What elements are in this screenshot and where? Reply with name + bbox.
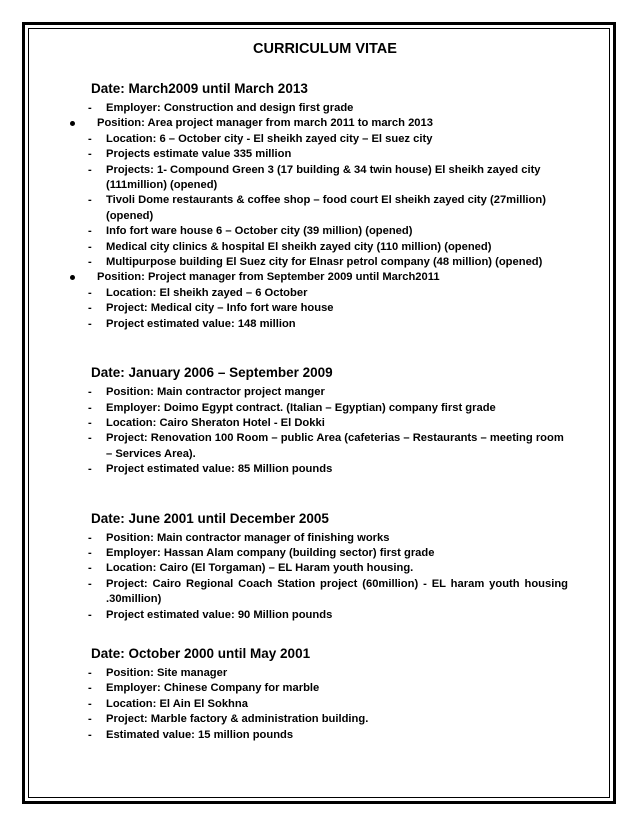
item-text: Project: Cairo Regional Coach Station project (60million) - EL haram youth housing .30million) (106, 577, 568, 606)
dash-marker-icon: - (88, 713, 92, 726)
dash-marker-icon: - (88, 256, 92, 269)
experience-list (62, 385, 568, 477)
detail-list-item (62, 712, 568, 727)
experience-section (62, 80, 568, 332)
item-text: Project: Marble factory & administration building. (106, 713, 369, 726)
dash-marker-icon: - (88, 132, 92, 145)
dash-marker-icon: - (88, 286, 92, 299)
experience-list (62, 666, 568, 743)
item-text: Project estimated value: 90 Million pounds (106, 608, 333, 621)
item-text: Multipurpose building El Suez city for Elnasr petrol company (48 million) (opened) (106, 256, 543, 269)
dash-marker-icon: - (88, 697, 92, 710)
item-text: Project: Medical city – Info fort ware house (106, 302, 334, 315)
item-text: Info fort ware house 6 – October city (39 million) (opened) (106, 225, 413, 238)
experience-section (62, 510, 568, 623)
item-text: Projects estimate value 335 million (106, 148, 292, 161)
section-date-heading: Date: March2009 until March 2013 (91, 81, 308, 96)
dash-marker-icon: - (88, 666, 92, 679)
dash-marker-icon: - (88, 302, 92, 315)
item-text: Position: Main contractor manager of finishing works (106, 531, 390, 544)
dash-marker-icon: - (88, 531, 92, 544)
dash-marker-icon: - (88, 317, 92, 330)
cv-document (62, 40, 568, 743)
section-date-heading: Date: January 2006 – September 2009 (91, 365, 333, 381)
detail-list-item (62, 577, 568, 608)
dash-marker-icon: - (88, 682, 92, 695)
dash-marker-icon: - (88, 225, 92, 238)
item-text: Tivoli Dome restaurants & coffee shop – food court El sheikh zayed city (27million) (opened) (106, 194, 546, 222)
document-title: CURRICULUM VITAE (253, 41, 397, 57)
detail-list-item (62, 101, 568, 116)
experience-sections (62, 80, 568, 743)
item-text: Location: El sheikh zayed – 6 October (106, 286, 308, 299)
dash-marker-icon: - (88, 546, 92, 559)
section-date-heading: Date: October 2000 until May 2001 (91, 645, 311, 661)
detail-list-item (62, 431, 568, 462)
detail-list-item (62, 255, 568, 270)
item-text: Estimated value: 15 million pounds (106, 728, 294, 741)
detail-list-item (62, 608, 568, 623)
experience-section (62, 645, 568, 743)
dash-marker-icon: - (88, 463, 92, 476)
detail-list-item (62, 193, 568, 224)
experience-list (62, 101, 568, 332)
detail-list-item (62, 697, 568, 712)
item-text: Employer: Chinese Company for marble (106, 682, 320, 695)
item-text: Location: El Ain El Sokhna (106, 697, 248, 710)
item-text: Project estimated value: 148 million (106, 317, 296, 330)
experience-list (62, 531, 568, 623)
section-date-heading: Date: June 2001 until December 2005 (91, 510, 329, 526)
detail-list-item (62, 728, 568, 743)
dash-marker-icon: - (88, 577, 92, 590)
detail-list-item (62, 546, 568, 561)
item-text: Position: Main contractor project manger (106, 386, 325, 399)
item-text: Position: Site manager (106, 666, 228, 679)
item-text: Project estimated value: 85 Million pounds (106, 463, 333, 476)
detail-list-item (62, 462, 568, 477)
detail-list-item (62, 561, 568, 576)
detail-list-item (62, 681, 568, 696)
item-text: Location: Cairo (El Torgaman) – EL Haram youth housing. (106, 562, 414, 575)
dash-marker-icon: - (88, 386, 92, 399)
position-bullet-item (62, 116, 568, 131)
item-text: Position: Project manager from September 2009 until March2011 (97, 271, 440, 284)
bullet-dot-icon (70, 275, 75, 280)
item-text: Employer: Hassan Alam company (building sector) first grade (106, 546, 435, 559)
dash-marker-icon: - (88, 432, 92, 445)
dash-marker-icon: - (88, 163, 92, 176)
bullet-dot-icon (70, 121, 75, 126)
detail-list-item (62, 163, 568, 194)
dash-marker-icon: - (88, 608, 92, 621)
experience-section (62, 364, 568, 477)
item-text: Employer: Doimo Egypt contract. (Italian – Egyptian) company first grade (106, 401, 496, 414)
dash-marker-icon: - (88, 401, 92, 414)
dash-marker-icon: - (88, 728, 92, 741)
detail-list-item (62, 147, 568, 162)
position-bullet-item (62, 270, 568, 285)
detail-list-item (62, 401, 568, 416)
detail-list-item (62, 301, 568, 316)
item-text: Location: 6 – October city - El sheikh zayed city – El suez city (106, 132, 433, 145)
dash-marker-icon: - (88, 240, 92, 253)
detail-list-item (62, 224, 568, 239)
detail-list-item (62, 317, 568, 332)
dash-marker-icon: - (88, 102, 92, 114)
detail-list-item (62, 286, 568, 301)
item-text: Project: Renovation 100 Room – public Area (cafeterias – Restaurants – meeting room – Services Area). (106, 432, 564, 460)
detail-list-item (62, 416, 568, 431)
detail-list-item (62, 385, 568, 400)
item-text: Location: Cairo Sheraton Hotel - El Dokki (106, 416, 325, 429)
dash-marker-icon: - (88, 562, 92, 575)
dash-marker-icon: - (88, 194, 92, 207)
item-text: Employer: Construction and design first grade (106, 102, 354, 114)
detail-list-item (62, 531, 568, 546)
item-text: Projects: 1- Compound Green 3 (17 building & 34 twin house) El sheikh zayed city (111million) (opened) (106, 163, 541, 192)
item-text: Position: Area project manager from march 2011 to march 2013 (97, 117, 433, 130)
detail-list-item (62, 132, 568, 147)
detail-list-item (62, 240, 568, 255)
detail-list-item (62, 666, 568, 681)
dash-marker-icon: - (88, 416, 92, 429)
item-text: Medical city clinics & hospital El sheikh zayed city (110 million) (opened) (106, 240, 492, 253)
dash-marker-icon: - (88, 148, 92, 161)
